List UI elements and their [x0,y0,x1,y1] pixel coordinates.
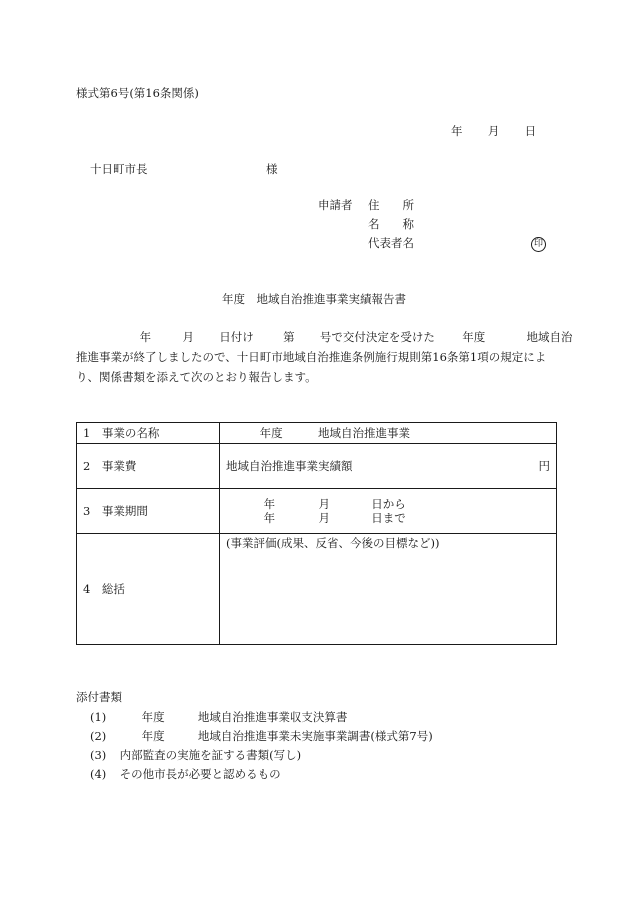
row-value-project-name [220,423,557,444]
table-row-project-period [77,489,557,534]
seal-icon: 印 [531,237,546,252]
row-value-summary: (事業評価(成果、反省、今後の目標など)) [220,534,557,645]
attachment-item-3 [90,748,301,762]
attachment-num: (4) [90,767,107,781]
table-row-project-cost [77,444,557,489]
attachment-year: 年度 [141,710,165,724]
body-fiscal-year: 年度 [462,330,486,344]
applicant-representative-label: 代表者名 [368,236,414,250]
date-day: 日 [524,124,537,138]
report-title: 年度 地域自治推進事業実績報告書 [222,292,406,306]
date-year: 年 [451,124,463,138]
body-line-2: 推進事業が終了しましたので、十日町市地域自治推進条例施行規則第16条第1項の規定によ [76,350,547,364]
attachments-heading: 添付書類 [76,690,122,704]
body-line-1 [76,330,573,344]
table-row-summary [77,534,557,645]
row-label-summary: 4 総括 [77,534,220,645]
row-value-project-cost [220,444,557,489]
body-program: 地域自治 [526,330,573,344]
applicant-address-label: 住 所 [368,198,414,212]
form-number: 様式第6号(第16条関係) [76,86,199,100]
table-row-project-name [77,423,557,444]
applicant-name-label: 名 称 [368,217,414,231]
seal-mark [531,235,546,252]
applicant-label: 申請者 [318,198,353,212]
report-table [76,422,557,645]
attachment-item-2 [90,729,433,743]
period-to-day: 日まで [371,511,406,525]
project-year-label: 年度 [259,426,283,440]
attachment-item-1 [90,710,347,724]
period-to-month: 月 [318,511,330,525]
attachment-text: 地域自治推進事業収支決算書 [197,710,348,724]
period-to [226,511,550,525]
period-from-day: 日から [371,497,406,511]
attachment-num: (2) [90,729,107,743]
body-month: 月 [182,330,194,344]
attachment-num: (1) [90,710,107,724]
period-to-year: 年 [263,511,276,525]
attachment-text: 地域自治推進事業未実施事業調書(様式第7号) [197,729,433,743]
attachment-num: (3) [90,748,107,762]
body-year: 年 [139,330,152,344]
project-name-value: 地域自治推進事業 [317,426,410,440]
period-from-month: 月 [318,497,330,511]
period-from [226,497,550,511]
body-day: 日付け [219,330,254,344]
attachment-item-4 [90,767,281,781]
body-number-suffix: 号で交付決定を受けた [319,330,435,344]
period-from-year: 年 [263,497,276,511]
date-line [451,124,536,138]
project-cost-unit: 円 [538,459,550,473]
row-label-project-name: 1 事業の名称 [77,423,220,444]
body-number-prefix: 第 [283,330,295,344]
row-label-project-period: 3 事業期間 [77,489,220,534]
attachment-text: 内部監査の実施を証する書類(写し) [119,748,302,762]
row-label-project-cost: 2 事業費 [77,444,220,489]
row-value-project-period [220,489,557,534]
addressee-honorific: 様 [266,162,278,176]
addressee-name: 十日町市長 [90,162,148,176]
project-cost-text: 地域自治推進事業実績額 [226,459,353,473]
body-line-3: り、関係書類を添えて次のとおり報告します。 [76,370,317,384]
date-month: 月 [487,124,500,138]
attachment-year: 年度 [141,729,165,743]
attachment-text: その他市長が必要と認めるもの [119,767,281,781]
